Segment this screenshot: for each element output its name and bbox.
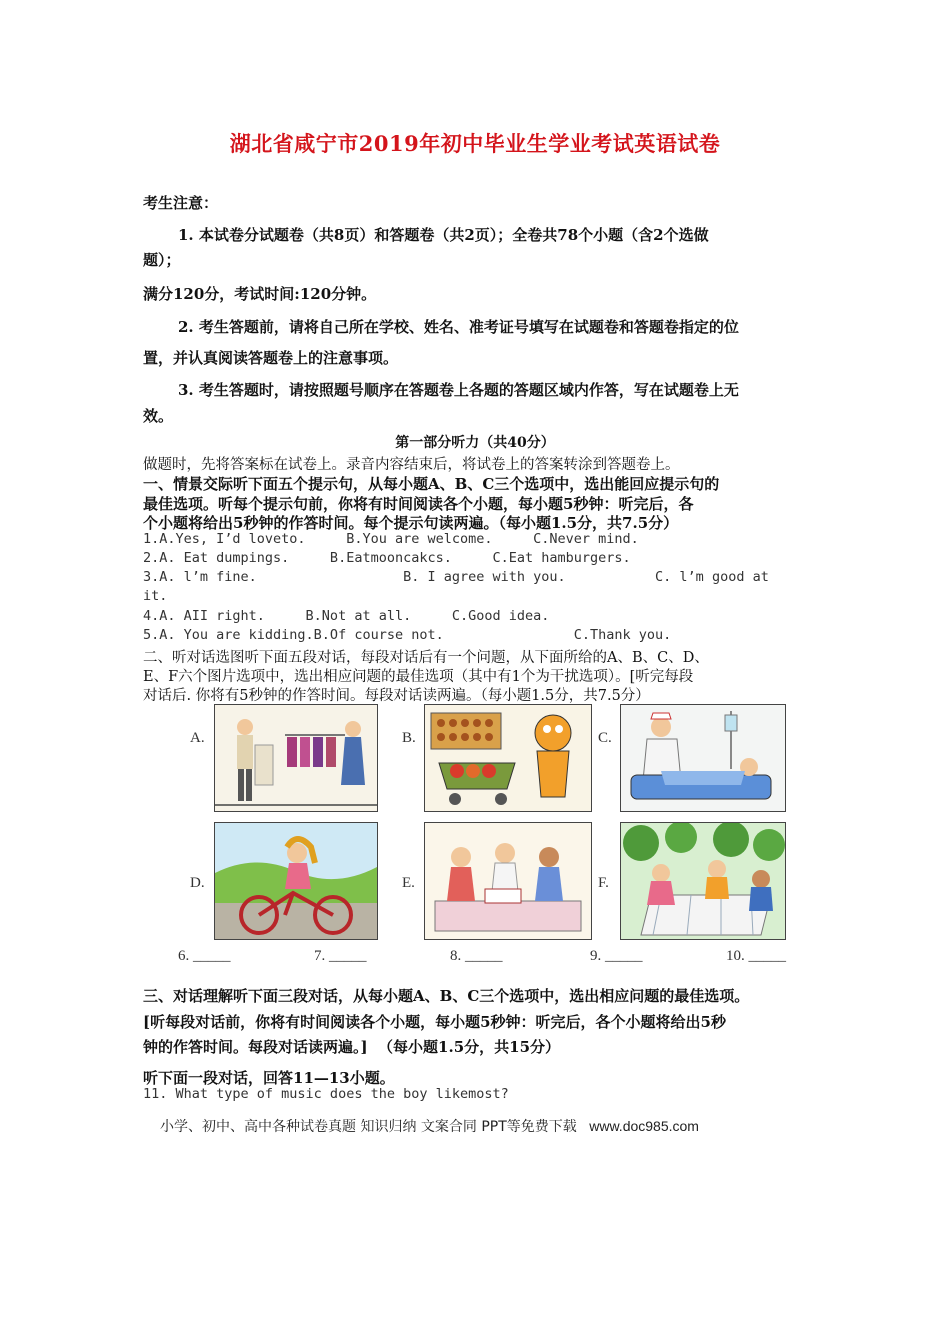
- part1-heading: 第一部分听力（共40分）: [395, 435, 555, 451]
- hospital-nurse-picture: [620, 704, 786, 812]
- question-4: 4.A. AII right. B.Not at all. C.Good idea.: [143, 608, 550, 624]
- answer-blank-7: 7. _____: [314, 948, 367, 964]
- answer-blank-6: 6. _____: [178, 948, 231, 964]
- sec1-line-1: 一、情景交际听下面五个提示句，从每小题A、B、C三个选项中，选出能回应提示句的: [143, 475, 720, 493]
- sec2-line-2: E、F六个图片选项中，选出相应问题的最佳选项（其中有1个为干扰选项）。[听完每段: [143, 669, 694, 685]
- sec2-line-3: 对话后. 你将有5秒钟的作答时间。每段对话读两遍。（每小题1.5分，共7.5分）: [143, 688, 650, 704]
- footer-text: 小学、初中、高中各种试卷真题 知识归纳 文案合同 PPT等免费下载: [160, 1119, 577, 1135]
- girl-bicycle-picture: [214, 822, 378, 940]
- footer: [160, 1116, 707, 1136]
- footer-url[interactable]: www.doc985.com: [589, 1118, 699, 1134]
- option-label-e: E.: [402, 875, 415, 891]
- notice-score: 满分120分，考试时间:120分钟。: [143, 285, 377, 303]
- sec2-line-1: 二、听对话选图听下面五段对话，每段对话后有一个问题，从下面所给的A、B、C、D、: [143, 650, 709, 666]
- picnic-park-picture: [620, 822, 786, 940]
- part3-line-2: [听每段对话前，你将有时间阅读各个小题，每小题5秒钟：听完后，各个小题将给出5秒: [143, 1013, 726, 1031]
- notice-item-3-cont: 效。: [143, 407, 174, 425]
- supermarket-cart-picture: [424, 704, 592, 812]
- sec1-line-3: 个小题将给出5秒钟的作答时间。每个提示句读两遍。（每小题1.5分，共7.5分）: [143, 514, 679, 532]
- sec1-line-2: 最佳选项。听每个提示句前，你将有时间阅读各个小题，每小题5秒钟：听完后，各: [143, 495, 694, 513]
- notice-item-1-cont: 题）；: [143, 251, 181, 269]
- answer-blank-9: 9. _____: [590, 948, 643, 964]
- picture-options-figure: [178, 700, 798, 972]
- answer-blank-8: 8. _____: [450, 948, 503, 964]
- notice-heading: 考生注意：: [143, 194, 219, 212]
- question-5: 5.A. You are kidding.B.Of course not. C.Thank you.: [143, 627, 672, 643]
- page-title: 湖北省咸宁市2019年初中毕业生学业考试英语试卷: [229, 131, 721, 156]
- clothes-shop-picture: [214, 704, 378, 812]
- notice-item-2-cont: 置，并认真阅读答题卷上的注意事项。: [143, 349, 399, 367]
- option-label-a: A.: [190, 730, 205, 746]
- part1-instruction: 做题时，先将答案标在试卷上。录音内容结束后，将试卷上的答案转涂到答题卷上。: [143, 457, 680, 473]
- question-11: 11. What type of music does the boy likemost?: [143, 1086, 509, 1102]
- option-label-c: C.: [598, 730, 612, 746]
- option-label-f: F.: [598, 875, 609, 891]
- party-friends-picture: [424, 822, 592, 940]
- part3-line-1: 三、对话理解听下面三段对话，从每小题A、B、C三个选项中，选出相应问题的最佳选项。: [143, 987, 750, 1005]
- question-2: 2.A. Eat dumpings. B.Eatmooncakcs. C.Eat hamburgers.: [143, 550, 631, 566]
- question-3: 3.A. l’m fine. B. I agree with you. C. l’m good at: [143, 569, 769, 585]
- option-label-b: B.: [402, 730, 416, 746]
- notice-item-2: 2. 考生答题前，请将自己所在学校、姓名、准考证号填写在试题卷和答题卷指定的位: [178, 318, 739, 336]
- option-label-d: D.: [190, 875, 205, 891]
- question-1: 1.A.Yes, I’d loveto. B.You are welcome. C.Never mind.: [143, 531, 639, 547]
- question-3-cont: it.: [143, 588, 168, 604]
- notice-item-1: 1. 本试卷分试题卷（共8页）和答题卷（共2页）；全卷共78个小题（含2个选做: [178, 226, 709, 244]
- notice-item-3: 3. 考生答题时，请按照题号顺序在答题卷上各题的答题区域内作答，写在试题卷上无: [178, 381, 739, 399]
- part3-line-3: 钟的作答时间。每段对话读两遍。] （每小题1.5分，共15分）: [143, 1038, 561, 1056]
- answer-blank-10: 10. _____: [726, 948, 786, 964]
- part3-subheading: 听下面一段对话，回答11—13小题。: [143, 1069, 395, 1087]
